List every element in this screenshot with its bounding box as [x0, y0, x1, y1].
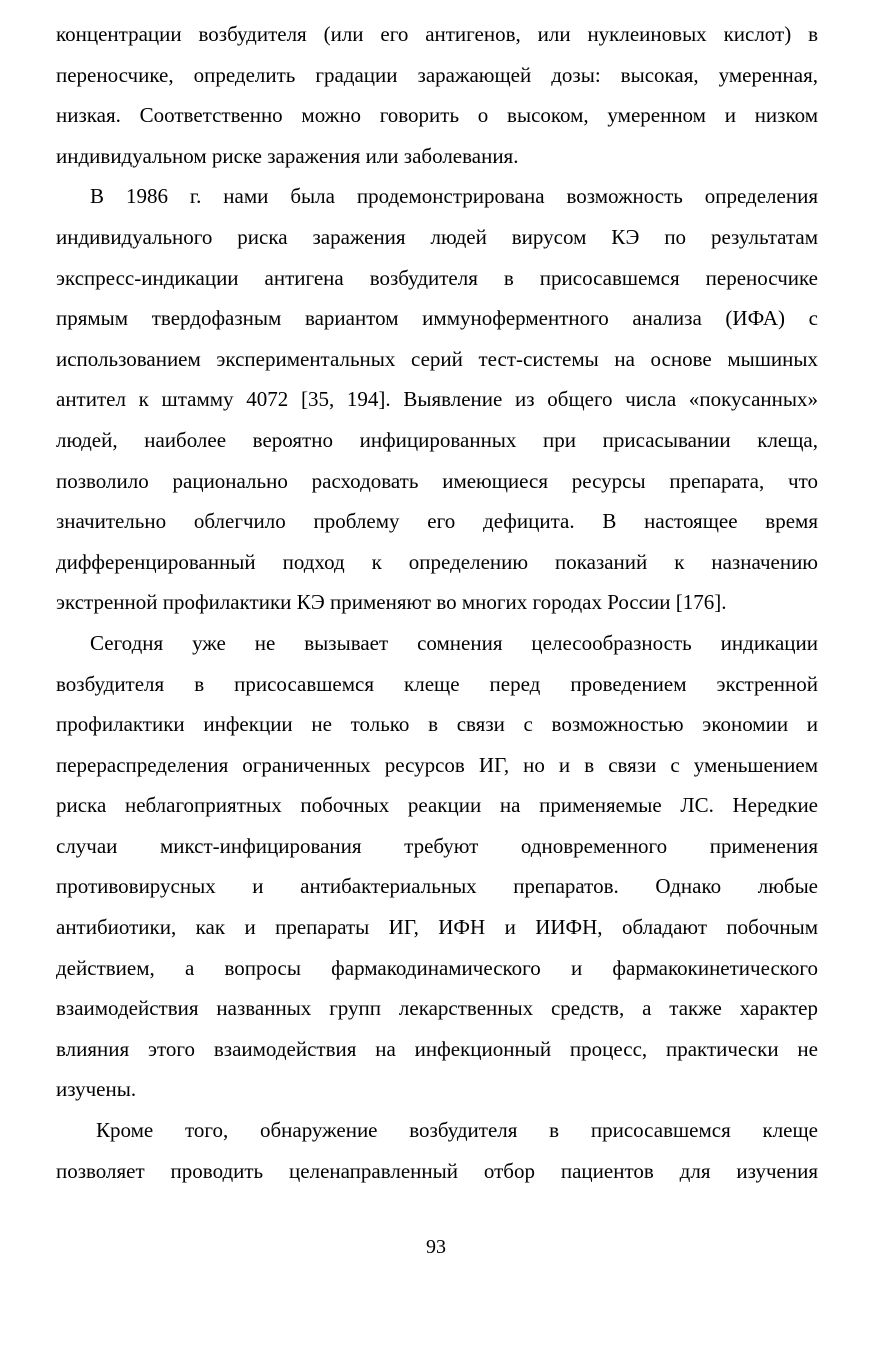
paragraph-3	[56, 623, 818, 1110]
text-line: В 1986 г. нами была продемонстрирована возможность определения	[90, 184, 818, 209]
document-page	[56, 14, 818, 1191]
text-line: переносчике, определить градации заражающей дозы: высокая, умеренная,	[56, 62, 818, 87]
text-line: антибиотики, как и препараты ИГ, ИФН и ИИФН, обладают побочным	[56, 915, 818, 940]
text-line: противовирусных и антибактериальных препаратов. Однако любые	[56, 874, 818, 899]
text-line: случаи микст-инфицирования требуют одновременного применения	[56, 833, 818, 858]
paragraph-2	[56, 176, 818, 623]
text-line: индивидуальном риске заражения или заболевания.	[56, 143, 519, 168]
text-line: дифференцированный подход к определению показаний к назначению	[56, 549, 818, 574]
text-line: концентрации возбудителя (или его антигенов, или нуклеиновых кислот) в	[56, 22, 818, 46]
text-line: возбудителя в присосавшемся клеще перед проведением экстренной	[56, 671, 818, 696]
paragraph-1	[56, 14, 818, 176]
text-line: действием, а вопросы фармакодинамического и фармакокинетического	[56, 955, 818, 980]
text-line: риска неблагоприятных побочных реакции на применяемые ЛС. Нередкие	[56, 793, 818, 818]
text-line: влияния этого взаимодействия на инфекционный процесс, практически не	[56, 1036, 818, 1061]
text-line: людей, наиболее вероятно инфицированных при присасывании клеща,	[56, 427, 818, 452]
text-line: экспресс-индикации антигена возбудителя в присосавшемся переносчике	[56, 265, 818, 290]
text-line: экстренной профилактики КЭ применяют во многих городах России [176].	[56, 590, 727, 615]
text-line: Сегодня уже не вызывает сомнения целесообразность индикации	[90, 630, 818, 655]
page-number: 93	[426, 1236, 446, 1258]
text-line: позволяет проводить целенаправленный отбор пациентов для изучения	[56, 1158, 818, 1183]
text-line: прямым твердофазным вариантом иммуноферментного анализа (ИФА) с	[56, 306, 818, 331]
text-line: низкая. Соответственно можно говорить о высоком, умеренном и низком	[56, 103, 818, 128]
text-line: позволило рационально расходовать имеющиеся ресурсы препарата, что	[56, 468, 818, 493]
text-line: взаимодействия названных групп лекарственных средств, а также характер	[56, 996, 818, 1021]
text-line: перераспределения ограниченных ресурсов ИГ, но и в связи с уменьшением	[56, 752, 818, 777]
paragraph-4	[56, 1110, 818, 1191]
text-line: использованием экспериментальных серий тест-системы на основе мышиных	[56, 346, 818, 371]
text-line: профилактики инфекции не только в связи с возможностью экономии и	[56, 712, 818, 737]
text-line: значительно облегчило проблему его дефицита. В настоящее время	[56, 509, 818, 534]
text-line: антител к штамму 4072 [35, 194]. Выявление из общего числа «покусанных»	[56, 387, 818, 412]
text-line: изучены.	[56, 1077, 137, 1102]
text-line: индивидуального риска заражения людей вирусом КЭ по результатам	[56, 224, 818, 249]
text-line: Кроме того, обнаружение возбудителя в присосавшемся клеще	[96, 1118, 818, 1143]
